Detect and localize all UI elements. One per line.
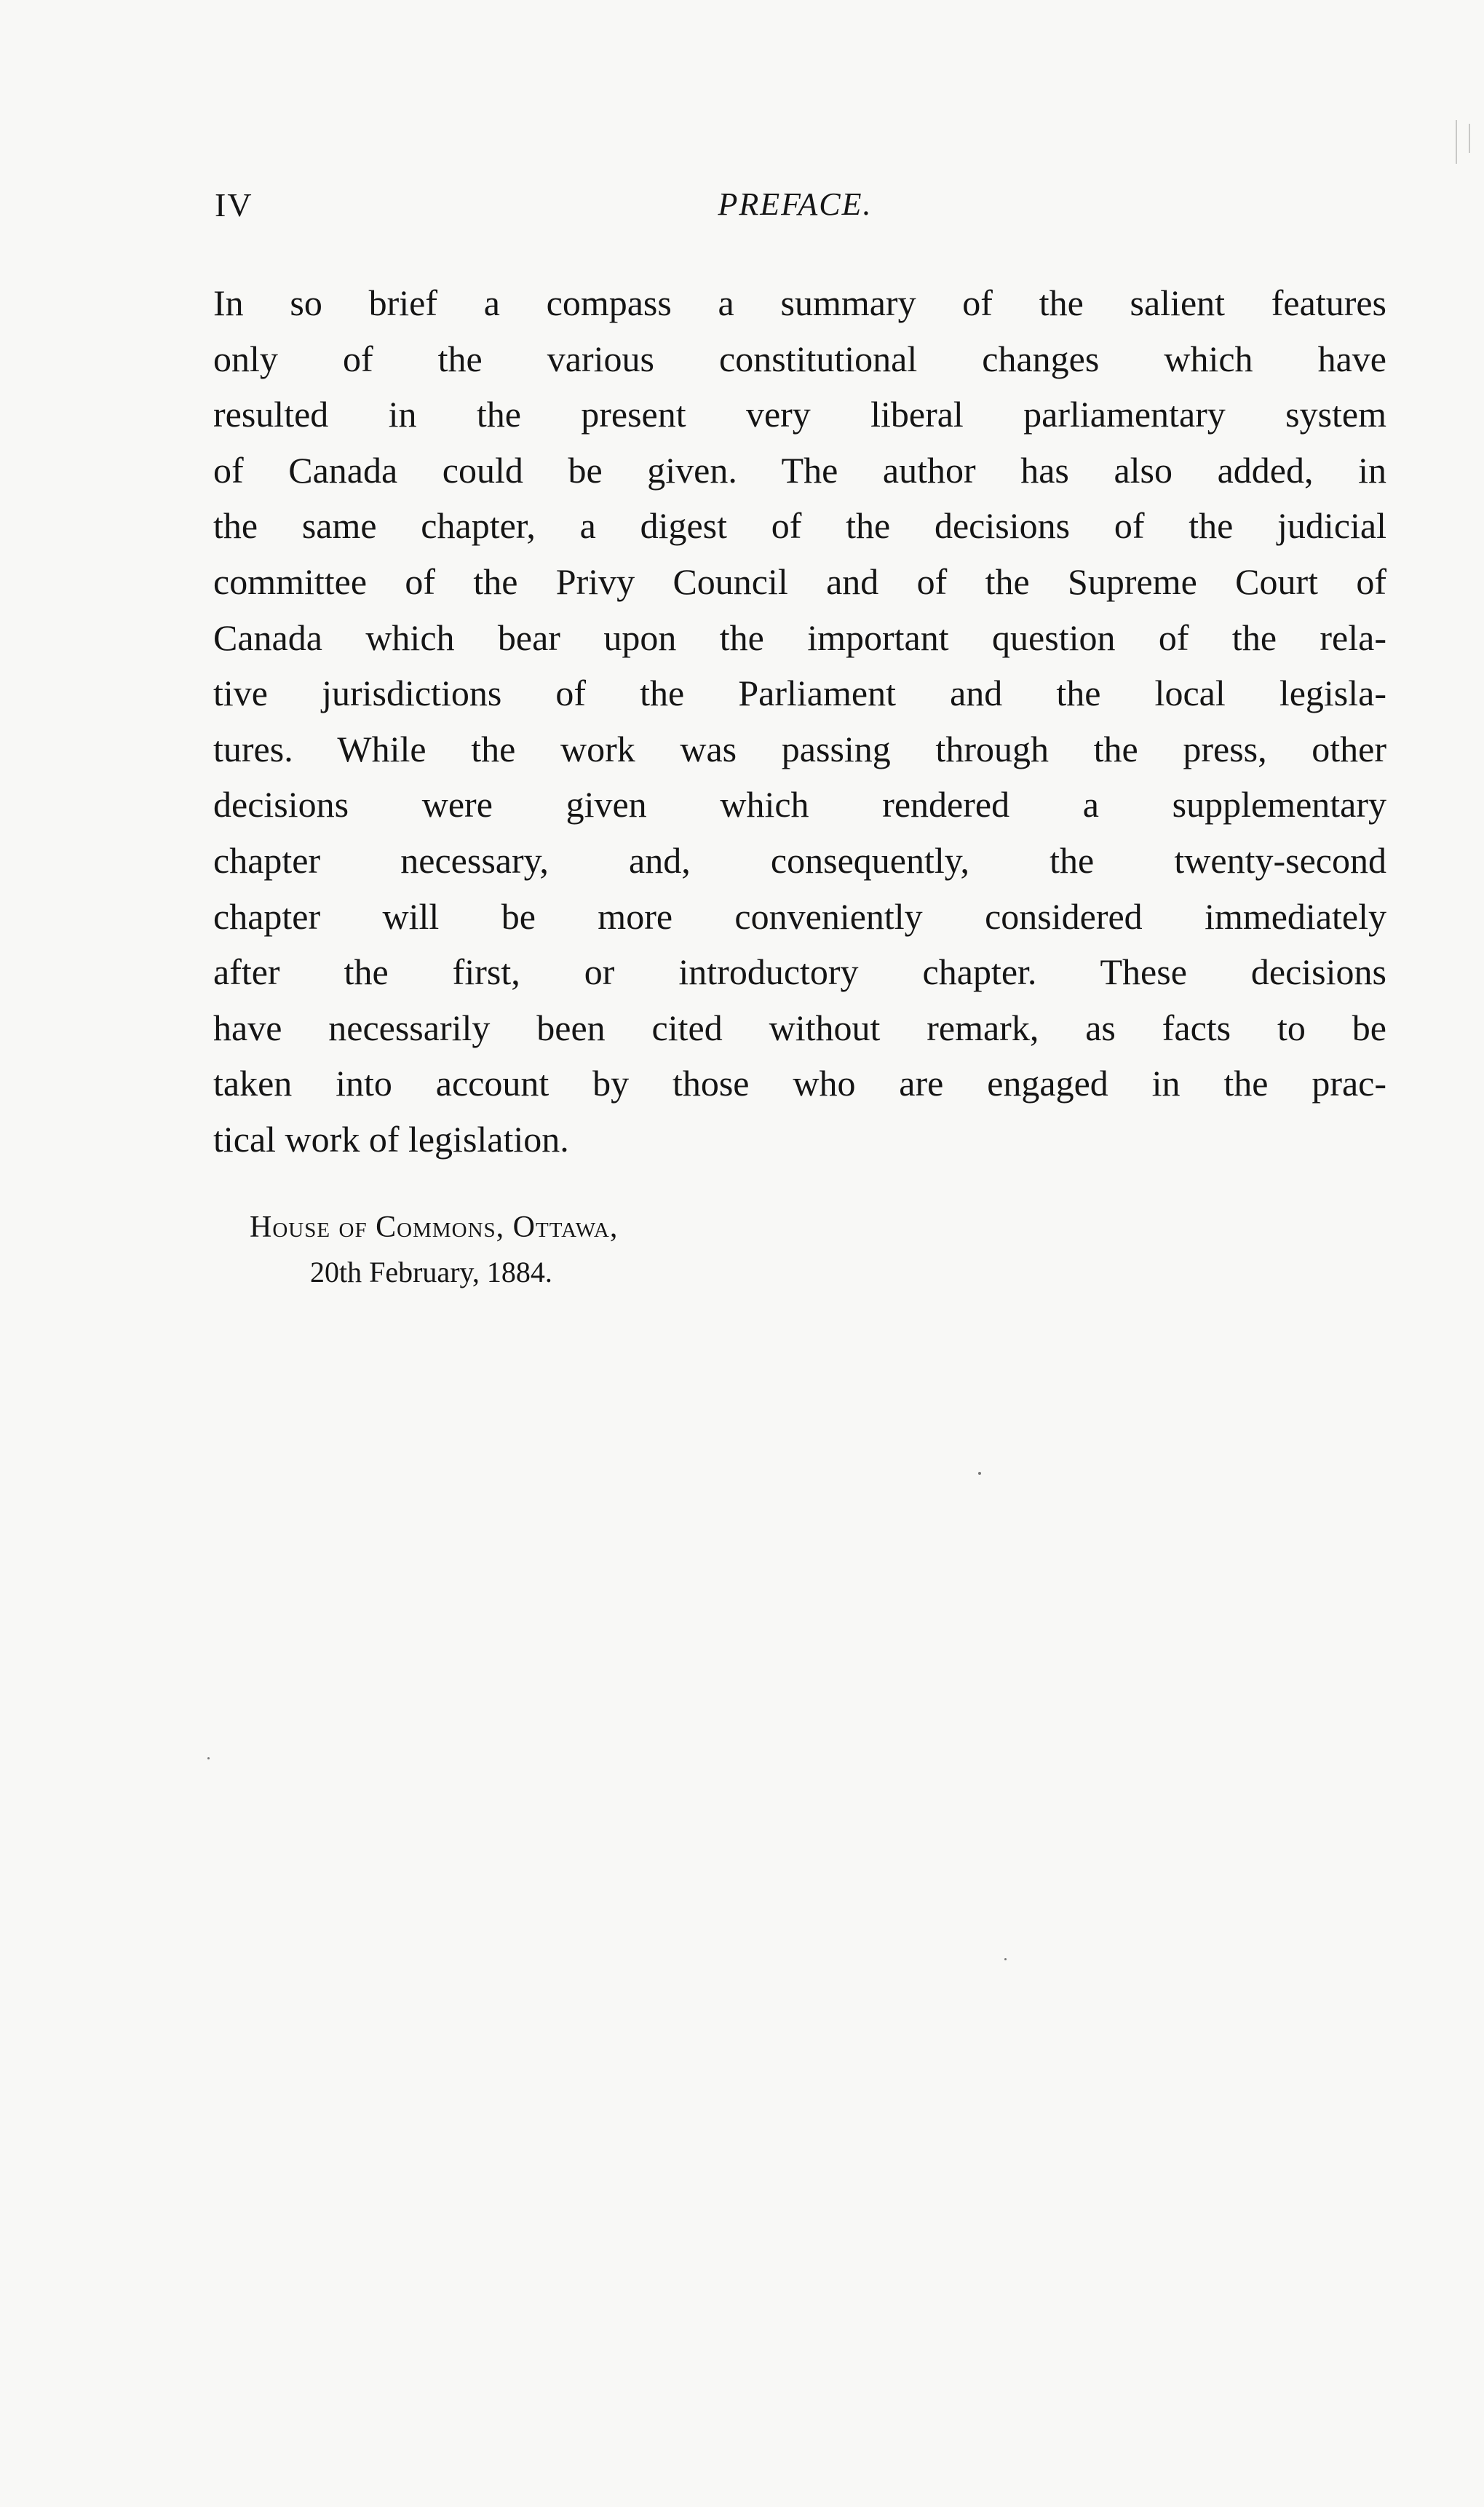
- text-line: chapter necessary, and, consequently, the twenty-second: [213, 839, 1386, 881]
- scan-edge-mark: [1456, 120, 1457, 164]
- text-line: tical work of legislation.: [213, 1118, 569, 1160]
- text-line: Canada which bear upon the important question of the rela-: [213, 617, 1386, 658]
- scan-speck: [1004, 1958, 1007, 1960]
- running-title: PREFACE.: [718, 186, 873, 222]
- signature-place: House of Commons, Ottawa,: [250, 1211, 619, 1244]
- text-line: the same chapter, a digest of the decisions of the judicial: [213, 505, 1386, 547]
- text-line: only of the various constitutional changes which have: [213, 338, 1386, 379]
- scan-speck: [207, 1757, 210, 1759]
- signature-block: [250, 1205, 618, 1295]
- text-line: tive jurisdictions of the Parliament and the local legisla-: [213, 673, 1386, 714]
- text-line: after the first, or introductory chapter. These decisions: [213, 951, 1386, 993]
- text-line: committee of the Privy Council and of the Supreme Court of: [213, 561, 1386, 602]
- text-line: tures. While the work was passing through the press, other: [213, 728, 1386, 769]
- scan-speck: [978, 1472, 981, 1475]
- signature-date: 20th February, 1884.: [310, 1256, 552, 1288]
- text-line: In so brief a compass a summary of the salient features: [213, 282, 1386, 323]
- scan-edge-mark: [1469, 124, 1470, 153]
- text-line: chapter will be more conveniently considered immediately: [213, 895, 1386, 937]
- page-number: IV: [215, 186, 253, 223]
- text-line: resulted in the present very liberal parliamentary system: [213, 394, 1386, 435]
- text-line: taken into account by those who are engaged in the prac-: [213, 1063, 1386, 1104]
- preface-paragraph: [213, 275, 1386, 1168]
- text-line: of Canada could be given. The author has also added, in: [213, 449, 1386, 491]
- text-line: have necessarily been cited without remark, as facts to be: [213, 1007, 1386, 1048]
- text-line: decisions were given which rendered a supplementary: [213, 784, 1386, 825]
- running-head: [215, 186, 1376, 244]
